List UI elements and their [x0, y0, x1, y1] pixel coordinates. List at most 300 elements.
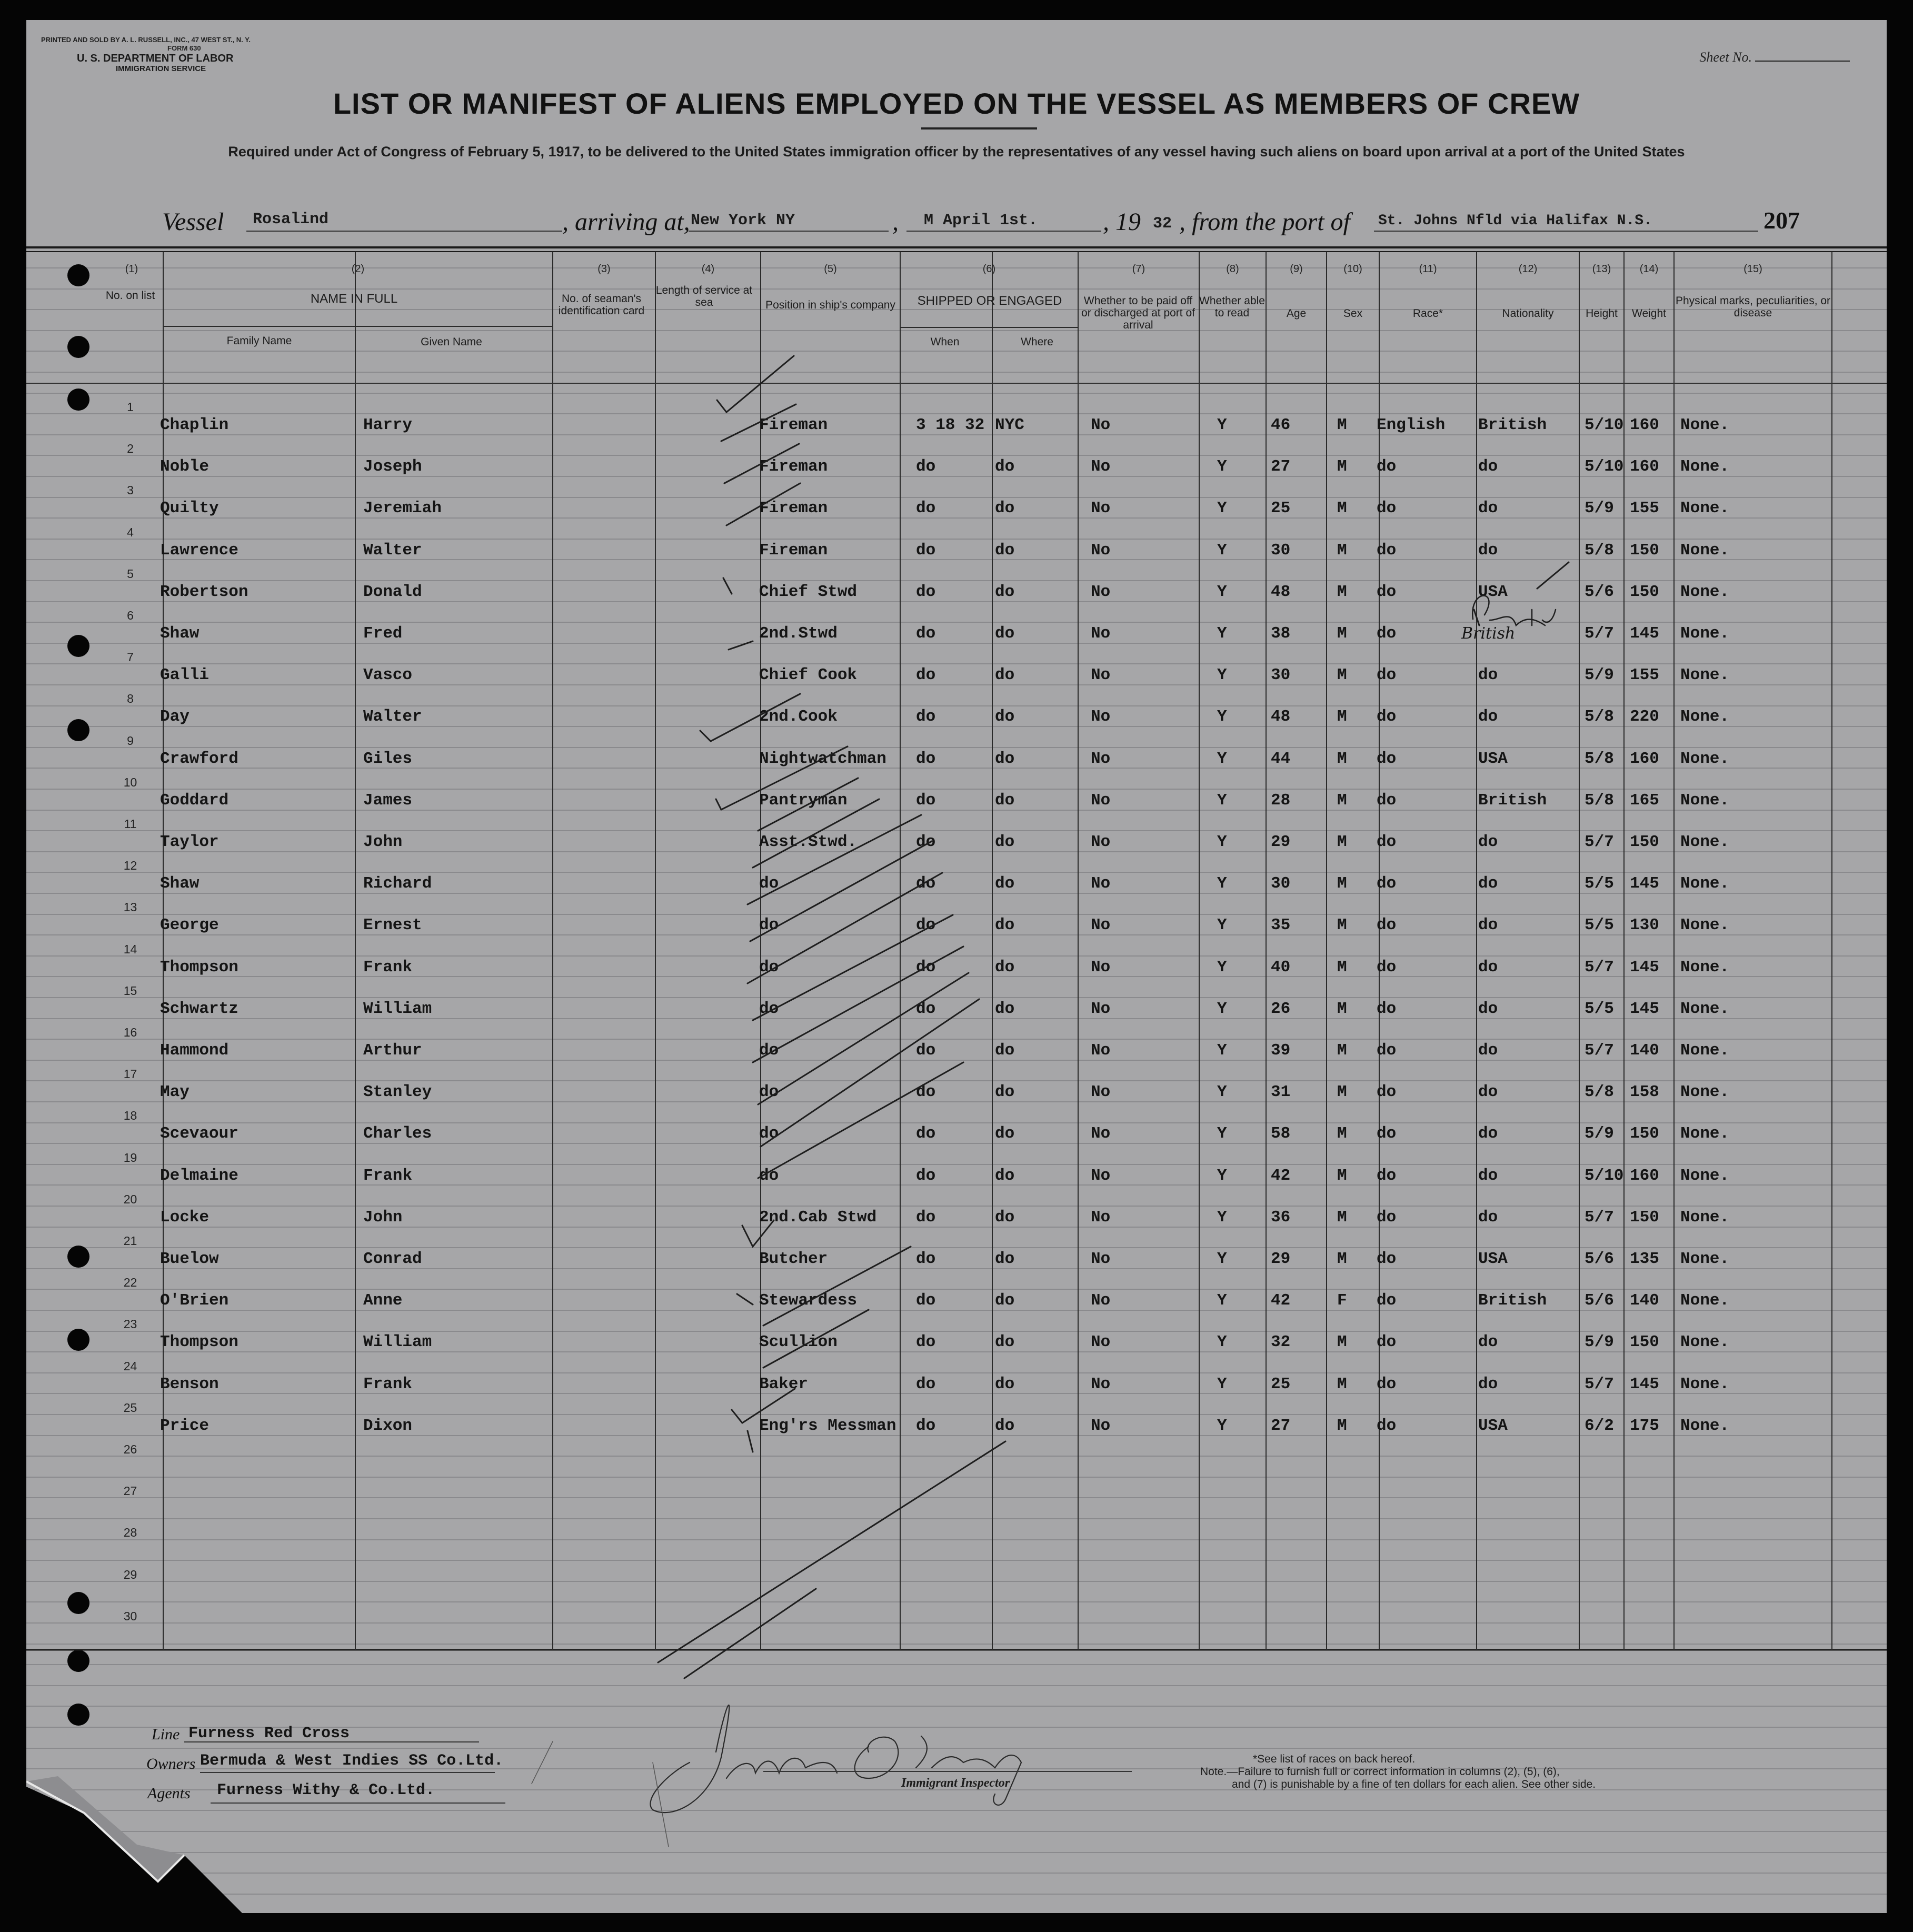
- arrival-year: 32: [1153, 215, 1172, 233]
- cell-sex: M: [1337, 1250, 1347, 1268]
- cell-marks: None.: [1680, 457, 1730, 476]
- cell-sex: M: [1337, 833, 1347, 851]
- cell-given: Fred: [363, 624, 403, 643]
- cell-where: do: [995, 582, 1015, 601]
- cell-read: Y: [1217, 1333, 1227, 1352]
- cell-family: Galli: [160, 666, 210, 685]
- header-age: Age: [1286, 307, 1307, 320]
- owners-label: Owners: [146, 1755, 196, 1772]
- printer-credit: [41, 36, 251, 53]
- binder-hole: [67, 1592, 89, 1614]
- cell-weight: 150: [1630, 1208, 1659, 1227]
- cell-weight: 155: [1630, 666, 1659, 685]
- cell-weight: 145: [1630, 958, 1659, 977]
- cell-paid: No: [1091, 1208, 1111, 1227]
- cell-nationality: do: [1478, 1083, 1498, 1102]
- sheet-stamp: 207: [1763, 207, 1800, 234]
- cell-sex: M: [1337, 499, 1347, 518]
- header-weight: Weight: [1632, 307, 1666, 320]
- cell-paid: No: [1091, 1250, 1111, 1268]
- cell-given: John: [363, 833, 403, 851]
- cell-when: do: [916, 708, 936, 726]
- header-position: Position in ship's company: [765, 299, 895, 311]
- cell-nationality: do: [1478, 1124, 1498, 1143]
- cell-race: do: [1377, 1375, 1397, 1393]
- column-number: (2): [351, 263, 365, 275]
- arrival-date: M April 1st.: [924, 212, 1038, 230]
- cell-sex: M: [1337, 708, 1347, 726]
- cell-height: 5/7: [1585, 833, 1614, 851]
- cell-weight: 140: [1630, 1041, 1659, 1060]
- printer-line-2: FORM 630: [167, 44, 201, 52]
- inspector-signature-line: [763, 1771, 1132, 1772]
- cell-sex: M: [1337, 958, 1347, 977]
- cell-position: do: [759, 916, 779, 935]
- cell-where: do: [995, 874, 1015, 893]
- cell-when: do: [916, 749, 936, 768]
- cell-read: Y: [1217, 1250, 1227, 1268]
- cell-age: 48: [1271, 708, 1291, 726]
- inspector-label: Immigrant Inspector: [901, 1776, 1010, 1790]
- cell-sex: M: [1337, 1208, 1347, 1227]
- header-shipped: SHIPPED OR ENGAGED: [917, 294, 1062, 308]
- cell-given: James: [363, 791, 413, 810]
- cell-where: do: [995, 749, 1015, 768]
- cell-marks: None.: [1680, 1291, 1730, 1310]
- cell-family: Hammond: [160, 1041, 229, 1060]
- cell-age: 42: [1271, 1291, 1291, 1310]
- cell-weight: 145: [1630, 874, 1659, 893]
- cell-race: do: [1377, 1041, 1397, 1060]
- cell-sex: M: [1337, 416, 1347, 434]
- cell-height: 5/7: [1585, 624, 1614, 643]
- cell-family: Benson: [160, 1375, 219, 1393]
- cell-age: 29: [1271, 833, 1291, 851]
- cell-paid: No: [1091, 999, 1111, 1018]
- cell-height: 5/8: [1585, 708, 1614, 726]
- cell-height: 5/7: [1585, 958, 1614, 977]
- cell-read: Y: [1217, 499, 1227, 518]
- row-number: 10: [123, 775, 137, 789]
- cell-read: Y: [1217, 1166, 1227, 1185]
- sheet-number-label: Sheet No.: [1699, 49, 1752, 65]
- cell-nationality: do: [1478, 1041, 1498, 1060]
- cell-read: Y: [1217, 1124, 1227, 1143]
- cell-marks: None.: [1680, 1416, 1730, 1435]
- manifest-sheet: [26, 20, 1887, 1913]
- cell-race: do: [1377, 1208, 1397, 1227]
- cell-age: 46: [1271, 416, 1291, 434]
- cell-weight: 220: [1630, 708, 1659, 726]
- header-nationality: Nationality: [1502, 307, 1554, 320]
- cell-where: do: [995, 666, 1015, 685]
- row-number: 22: [123, 1276, 137, 1290]
- header-physical-marks: Physical marks, peculiarities, or disease: [1675, 295, 1831, 319]
- row-number: 20: [123, 1192, 137, 1206]
- cell-age: 36: [1271, 1208, 1291, 1227]
- cell-when: do: [916, 874, 936, 893]
- cell-read: Y: [1217, 1208, 1227, 1227]
- cell-given: Conrad: [363, 1250, 422, 1268]
- cell-paid: No: [1091, 958, 1111, 977]
- row-number: 15: [123, 983, 137, 998]
- column-number: (11): [1419, 263, 1437, 275]
- cell-sex: M: [1337, 1041, 1347, 1060]
- cell-marks: None.: [1680, 749, 1730, 768]
- cell-when: do: [916, 1375, 936, 1393]
- cell-given: Richard: [363, 874, 432, 893]
- cell-read: Y: [1217, 999, 1227, 1018]
- cell-when: do: [916, 1333, 936, 1352]
- cell-weight: 145: [1630, 999, 1659, 1018]
- cell-marks: None.: [1680, 582, 1730, 601]
- cell-where: do: [995, 624, 1015, 643]
- cell-given: Vasco: [363, 666, 413, 685]
- cell-paid: No: [1091, 1375, 1111, 1393]
- cell-where: do: [995, 999, 1015, 1018]
- cell-weight: 158: [1630, 1083, 1659, 1102]
- cell-sex: M: [1337, 1416, 1347, 1435]
- header-read: Whether able to read: [1199, 295, 1265, 319]
- cell-when: do: [916, 833, 936, 851]
- column-number: (3): [597, 263, 611, 275]
- cell-race: do: [1377, 624, 1397, 643]
- cell-race: do: [1377, 1250, 1397, 1268]
- cell-position: Asst.Stwd.: [759, 833, 858, 851]
- cell-race: do: [1377, 1333, 1397, 1352]
- cell-weight: 175: [1630, 1416, 1659, 1435]
- cell-nationality: USA: [1478, 1416, 1508, 1435]
- cell-sex: M: [1337, 749, 1347, 768]
- cell-position: Fireman: [759, 457, 828, 476]
- column-number: (4): [701, 263, 715, 275]
- cell-where: do: [995, 1208, 1015, 1227]
- cell-position: Chief Stwd: [759, 582, 858, 601]
- cell-given: Frank: [363, 958, 413, 977]
- cell-family: Shaw: [160, 624, 200, 643]
- cell-where: NYC: [995, 416, 1024, 434]
- cell-marks: None.: [1680, 499, 1730, 518]
- cell-race: do: [1377, 1166, 1397, 1185]
- arriving-label: , arriving at,: [562, 208, 690, 236]
- cell-where: do: [995, 1375, 1015, 1393]
- cell-nationality: British: [1461, 624, 1516, 643]
- cell-marks: None.: [1680, 958, 1730, 977]
- sheet-number: [1699, 49, 1850, 65]
- cell-age: 58: [1271, 1124, 1291, 1143]
- cell-position: Pantryman: [759, 791, 848, 810]
- cell-height: 5/5: [1585, 916, 1614, 935]
- cell-age: 25: [1271, 499, 1291, 518]
- cell-paid: No: [1091, 1416, 1111, 1435]
- cell-nationality: do: [1478, 1375, 1498, 1393]
- cell-paid: No: [1091, 708, 1111, 726]
- cell-nationality: do: [1478, 666, 1498, 685]
- cell-race: do: [1377, 708, 1397, 726]
- cell-paid: No: [1091, 457, 1111, 476]
- cell-read: Y: [1217, 1416, 1227, 1435]
- cell-given: William: [363, 999, 432, 1018]
- cell-given: Frank: [363, 1166, 413, 1185]
- cell-family: O'Brien: [160, 1291, 229, 1310]
- cell-weight: 150: [1630, 1124, 1659, 1143]
- cell-position: Fireman: [759, 416, 828, 434]
- cell-weight: 145: [1630, 624, 1659, 643]
- cell-paid: No: [1091, 749, 1111, 768]
- cell-race: English: [1377, 416, 1446, 434]
- cell-family: Thompson: [160, 1333, 238, 1352]
- cell-race: do: [1377, 1291, 1397, 1310]
- cell-sex: M: [1337, 1375, 1347, 1393]
- cell-weight: 150: [1630, 541, 1659, 560]
- row-number: 23: [123, 1317, 137, 1331]
- cell-paid: No: [1091, 541, 1111, 560]
- sheet-number-field: [1755, 61, 1850, 62]
- cell-position: do: [759, 1124, 779, 1143]
- row-number: 17: [123, 1067, 137, 1081]
- row-number: 14: [123, 942, 137, 956]
- service-label: IMMIGRATION SERVICE: [116, 64, 206, 73]
- row-number: 19: [123, 1150, 137, 1164]
- cell-position: do: [759, 1041, 779, 1060]
- binder-hole: [67, 1650, 89, 1672]
- cell-height: 5/9: [1585, 499, 1614, 518]
- cell-nationality: do: [1478, 499, 1498, 518]
- cell-paid: No: [1091, 499, 1111, 518]
- cell-race: do: [1377, 1416, 1397, 1435]
- row-number: 13: [123, 900, 137, 914]
- row-number: 30: [123, 1609, 137, 1623]
- printer-line-1: PRINTED AND SOLD BY A. L. RUSSELL, INC., 47 WEST ST., N. Y.: [41, 36, 251, 44]
- cell-read: Y: [1217, 916, 1227, 935]
- header-id-card: No. of seaman's identification card: [558, 293, 645, 317]
- cell-marks: None.: [1680, 1375, 1730, 1393]
- cell-sex: M: [1337, 916, 1347, 935]
- cell-age: 42: [1271, 1166, 1291, 1185]
- cell-paid: No: [1091, 833, 1111, 851]
- cell-sex: M: [1337, 874, 1347, 893]
- cell-when: do: [916, 582, 936, 601]
- cell-family: Robertson: [160, 582, 248, 601]
- cell-paid: No: [1091, 624, 1111, 643]
- cell-marks: None.: [1680, 1124, 1730, 1143]
- cell-when: do: [916, 916, 936, 935]
- row-number: 3: [127, 483, 134, 497]
- cell-given: Donald: [363, 582, 422, 601]
- cell-weight: 140: [1630, 1291, 1659, 1310]
- cell-where: do: [995, 1333, 1015, 1352]
- row-number: 28: [123, 1526, 137, 1540]
- header-paid-off: Whether to be paid off or discharged at port of arrival: [1081, 295, 1195, 331]
- row-number: 26: [123, 1442, 137, 1456]
- column-number: (1): [125, 263, 138, 275]
- cell-paid: No: [1091, 666, 1111, 685]
- cell-sex: M: [1337, 541, 1347, 560]
- cell-read: Y: [1217, 1083, 1227, 1102]
- cell-nationality: British: [1478, 416, 1547, 434]
- cell-read: Y: [1217, 749, 1227, 768]
- vessel-label: Vessel: [162, 208, 224, 236]
- cell-sex: M: [1337, 1166, 1347, 1185]
- cell-when: do: [916, 541, 936, 560]
- cell-nationality: do: [1478, 999, 1498, 1018]
- cell-read: Y: [1217, 457, 1227, 476]
- cell-age: 35: [1271, 916, 1291, 935]
- from-port-label: , from the port of: [1179, 208, 1350, 236]
- cell-height: 5/5: [1585, 874, 1614, 893]
- row-number: 5: [127, 566, 134, 581]
- row-number: 1: [127, 400, 134, 414]
- cell-race: do: [1377, 457, 1397, 476]
- cell-family: Buelow: [160, 1250, 219, 1268]
- cell-paid: No: [1091, 1166, 1111, 1185]
- cell-nationality: British: [1478, 791, 1547, 810]
- cell-paid: No: [1091, 916, 1111, 935]
- row-number: 25: [123, 1400, 137, 1415]
- cell-race: do: [1377, 499, 1397, 518]
- row-number: 24: [123, 1359, 137, 1373]
- cell-when: do: [916, 1291, 936, 1310]
- column-number: (9): [1290, 263, 1303, 275]
- agents-label: Agents: [147, 1785, 191, 1802]
- column-number: (8): [1226, 263, 1239, 275]
- note-penalty-2: and (7) is punishable by a fine of ten dollars for each alien. See other side.: [1232, 1778, 1596, 1790]
- cell-sex: M: [1337, 582, 1347, 601]
- cell-family: Locke: [160, 1208, 210, 1227]
- cell-where: do: [995, 791, 1015, 810]
- header-family-name: Family Name: [226, 335, 292, 347]
- cell-family: Lawrence: [160, 541, 238, 560]
- column-number: (12): [1518, 263, 1538, 275]
- binder-hole: [67, 1246, 89, 1268]
- cell-weight: 145: [1630, 1375, 1659, 1393]
- row-number: 6: [127, 609, 134, 622]
- cell-marks: None.: [1680, 708, 1730, 726]
- cell-age: 25: [1271, 1375, 1291, 1393]
- cell-where: do: [995, 1083, 1015, 1102]
- cell-read: Y: [1217, 958, 1227, 977]
- cell-position: Chief Cook: [759, 666, 858, 685]
- cell-given: Joseph: [363, 457, 422, 476]
- cell-race: do: [1377, 791, 1397, 810]
- cell-weight: 135: [1630, 1250, 1659, 1268]
- cell-family: Taylor: [160, 833, 219, 851]
- cell-family: Crawford: [160, 749, 238, 768]
- cell-family: Goddard: [160, 791, 229, 810]
- cell-given: Charles: [363, 1124, 432, 1143]
- cell-family: Noble: [160, 457, 210, 476]
- cell-sex: M: [1337, 666, 1347, 685]
- cell-race: do: [1377, 749, 1397, 768]
- cell-when: do: [916, 791, 936, 810]
- cell-weight: 155: [1630, 499, 1659, 518]
- cell-position: 2nd.Cab Stwd: [759, 1208, 877, 1227]
- cell-where: do: [995, 833, 1015, 851]
- column-number: (15): [1743, 263, 1762, 275]
- cell-position: Stewardess: [759, 1291, 858, 1310]
- cell-paid: No: [1091, 582, 1111, 601]
- column-number: (10): [1343, 263, 1362, 275]
- cell-marks: None.: [1680, 416, 1730, 434]
- cell-marks: None.: [1680, 999, 1730, 1018]
- cell-height: 5/5: [1585, 999, 1614, 1018]
- header-when: When: [930, 336, 960, 348]
- cell-read: Y: [1217, 624, 1227, 643]
- cell-marks: None.: [1680, 1250, 1730, 1268]
- cell-race: do: [1377, 541, 1397, 560]
- voyage-line: Vessel Rosalind , arriving at, New York NY , M April 1st. , 19 32 , from the port of St. Johns Nfld via Halifax N.S. 207: [162, 207, 1800, 236]
- cell-race: do: [1377, 916, 1397, 935]
- cell-where: do: [995, 1416, 1015, 1435]
- cell-position: do: [759, 1083, 779, 1102]
- cell-family: Thompson: [160, 958, 238, 977]
- cell-sex: M: [1337, 1083, 1347, 1102]
- cell-where: do: [995, 541, 1015, 560]
- line-label: Line: [152, 1726, 180, 1743]
- cell-marks: None.: [1680, 1208, 1730, 1227]
- header-height: Height: [1586, 307, 1618, 320]
- cell-given: Giles: [363, 749, 413, 768]
- cell-when: do: [916, 1083, 936, 1102]
- cell-when: do: [916, 1166, 936, 1185]
- cell-height: 5/8: [1585, 541, 1614, 560]
- cell-weight: 150: [1630, 833, 1659, 851]
- owners-value: Bermuda & West Indies SS Co.Ltd.: [200, 1752, 504, 1770]
- cell-race: do: [1377, 582, 1397, 601]
- cell-nationality: USA: [1478, 749, 1508, 768]
- cell-position: do: [759, 958, 779, 977]
- cell-given: Arthur: [363, 1041, 422, 1060]
- cell-sex: M: [1337, 624, 1347, 643]
- cell-paid: No: [1091, 791, 1111, 810]
- binder-hole: [67, 1704, 89, 1726]
- cell-when: do: [916, 624, 936, 643]
- cell-family: Shaw: [160, 874, 200, 893]
- row-number: 12: [123, 859, 137, 873]
- column-number: (6): [982, 263, 996, 275]
- cell-weight: 165: [1630, 791, 1659, 810]
- row-number: 7: [127, 650, 134, 664]
- row-number: 29: [123, 1567, 137, 1581]
- cell-sex: F: [1337, 1291, 1347, 1310]
- cell-position: Fireman: [759, 541, 828, 560]
- cell-marks: None.: [1680, 624, 1730, 643]
- cell-when: do: [916, 1208, 936, 1227]
- cell-race: do: [1377, 1083, 1397, 1102]
- cell-given: Harry: [363, 416, 413, 434]
- row-number: 11: [124, 817, 137, 831]
- cell-paid: No: [1091, 1041, 1111, 1060]
- row-number: 4: [127, 525, 134, 539]
- from-port: St. Johns Nfld via Halifax N.S.: [1378, 213, 1652, 229]
- cell-marks: None.: [1680, 666, 1730, 685]
- cell-sex: M: [1337, 1333, 1347, 1352]
- cell-age: 38: [1271, 624, 1291, 643]
- cell-where: do: [995, 1166, 1015, 1185]
- cell-when: do: [916, 499, 936, 518]
- cell-paid: No: [1091, 1124, 1111, 1143]
- cell-position: do: [759, 999, 779, 1018]
- column-number: (14): [1639, 263, 1659, 275]
- cell-where: do: [995, 1041, 1015, 1060]
- row-number: 2: [127, 442, 134, 456]
- cell-age: 30: [1271, 541, 1291, 560]
- cell-age: 39: [1271, 1041, 1291, 1060]
- cell-nationality: do: [1478, 1333, 1498, 1352]
- column-number: (13): [1592, 263, 1611, 275]
- cell-race: do: [1377, 999, 1397, 1018]
- cell-sex: M: [1337, 1124, 1347, 1143]
